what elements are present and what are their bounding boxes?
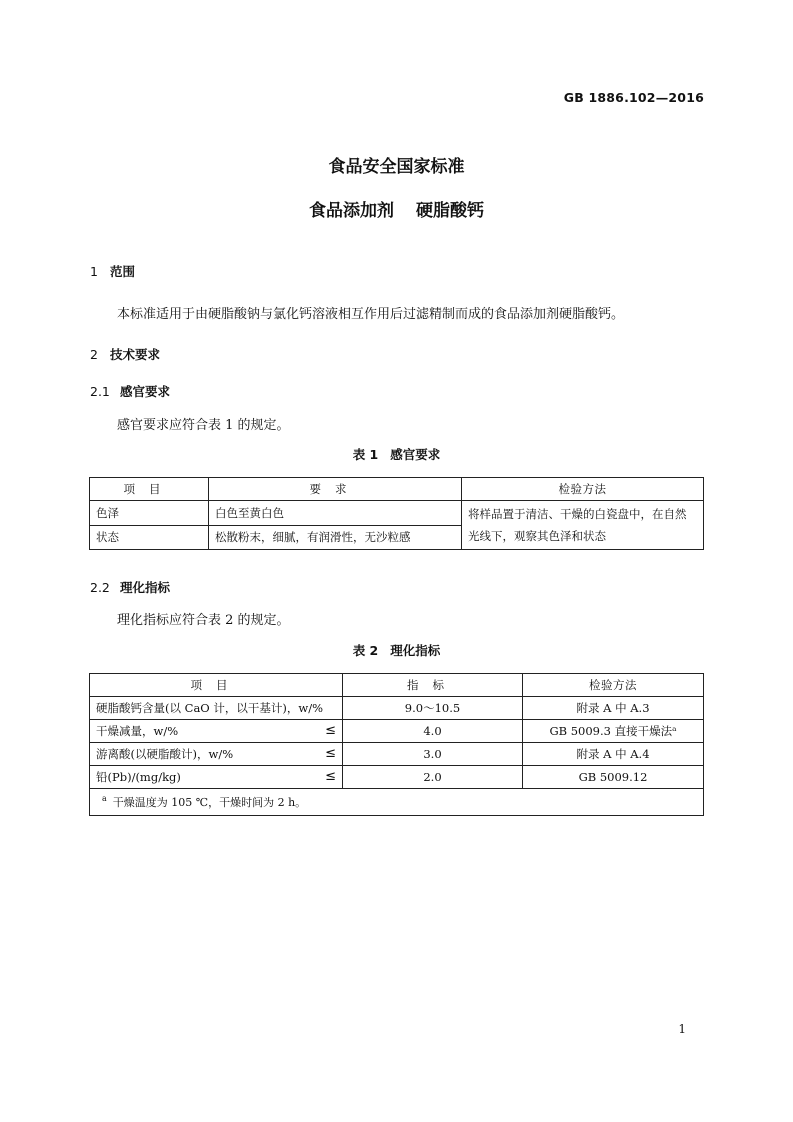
cell-item: 游离酸(以硬脂酸计)，w/% ≤ (90, 743, 343, 766)
cell-method: GB 5009.12 (523, 766, 704, 789)
comparison-symbol: ≤ (325, 723, 336, 738)
section-2-2-text: 理化指标应符合表 2 的规定。 (117, 613, 290, 628)
cell-requirement: 白色至黄白色 (209, 501, 462, 526)
table-row (90, 743, 704, 766)
section-1-heading (90, 262, 135, 280)
cell-item: 干燥减量，w/% ≤ (90, 720, 343, 743)
subtitle-part-2: 硬脂酸钙 (416, 201, 484, 221)
cell-value: 2.0 (343, 766, 523, 789)
cell-method: 将样品置于清洁、干燥的白瓷盘中，在自然光线下，观察其色泽和状态 (462, 501, 704, 550)
cell-method: 附录 A 中 A.3 (523, 697, 704, 720)
cell-item: 状态 (90, 525, 209, 550)
section-title: 感官要求 (120, 384, 171, 399)
table-row (90, 697, 704, 720)
section-2-1-text: 感官要求应符合表 1 的规定。 (117, 418, 290, 433)
section-number: 2.1 (90, 384, 110, 399)
table-header-row (90, 674, 704, 697)
section-2-heading (90, 345, 160, 363)
table-2-caption (0, 641, 793, 659)
header-item: 项目 (90, 478, 209, 501)
comparison-symbol: ≤ (325, 769, 336, 784)
physicochemical-indicators-table (89, 673, 704, 816)
section-title: 理化指标 (120, 580, 171, 595)
cell-method: GB 5009.3 直接干燥法ᵃ (523, 720, 704, 743)
page-number: 1 (678, 1022, 686, 1036)
cell-item: 色泽 (90, 501, 209, 526)
cell-requirement: 松散粉末，细腻，有润滑性，无沙粒感 (209, 525, 462, 550)
section-2-1-heading (90, 382, 170, 400)
cell-value: 4.0 (343, 720, 523, 743)
comparison-symbol: ≤ (325, 746, 336, 761)
document-title: 食品安全国家标准 (328, 157, 465, 177)
table-header-row (90, 478, 704, 501)
section-1-text: 本标准适用于由硬脂酸钠与氯化钙溶液相互作用后过滤精制而成的食品添加剂硬脂酸钙。 (117, 307, 625, 322)
caption-title: 理化指标 (390, 643, 441, 658)
header-indicator: 指标 (343, 674, 523, 697)
table-row (90, 501, 704, 526)
cell-item: 硬脂酸钙含量(以 CaO 计，以干基计)，w/% (90, 697, 343, 720)
footnote-text: 干燥温度为 105 ℃，干燥时间为 2 h。 (112, 796, 307, 809)
document-subtitle (0, 196, 793, 221)
table-1-caption (0, 445, 793, 463)
section-title: 范围 (110, 264, 136, 279)
table-footnote-row (90, 789, 704, 816)
table-row (90, 720, 704, 743)
section-title: 技术要求 (110, 347, 161, 362)
footnote-mark: a (102, 794, 107, 804)
cell-method: 附录 A 中 A.4 (523, 743, 704, 766)
caption-title: 感官要求 (390, 447, 441, 462)
header-method: 检验方法 (462, 478, 704, 501)
standard-number: GB 1886.102—2016 (563, 90, 704, 105)
subtitle-part-1: 食品添加剂 (309, 201, 394, 221)
caption-number: 表 1 (352, 447, 379, 462)
sensory-requirements-table (89, 477, 704, 550)
cell-value: 9.0～10.5 (343, 697, 523, 720)
header-method: 检验方法 (523, 674, 704, 697)
table-row (90, 766, 704, 789)
header-item: 项目 (90, 674, 343, 697)
caption-number: 表 2 (352, 643, 379, 658)
section-number: 2 (90, 347, 98, 362)
table-footnote (90, 789, 704, 816)
section-2-2-heading (90, 578, 170, 596)
section-number: 1 (90, 264, 98, 279)
section-number: 2.2 (90, 580, 110, 595)
header-requirement: 要求 (209, 478, 462, 501)
cell-item: 铅(Pb)/(mg/kg) ≤ (90, 766, 343, 789)
cell-value: 3.0 (343, 743, 523, 766)
